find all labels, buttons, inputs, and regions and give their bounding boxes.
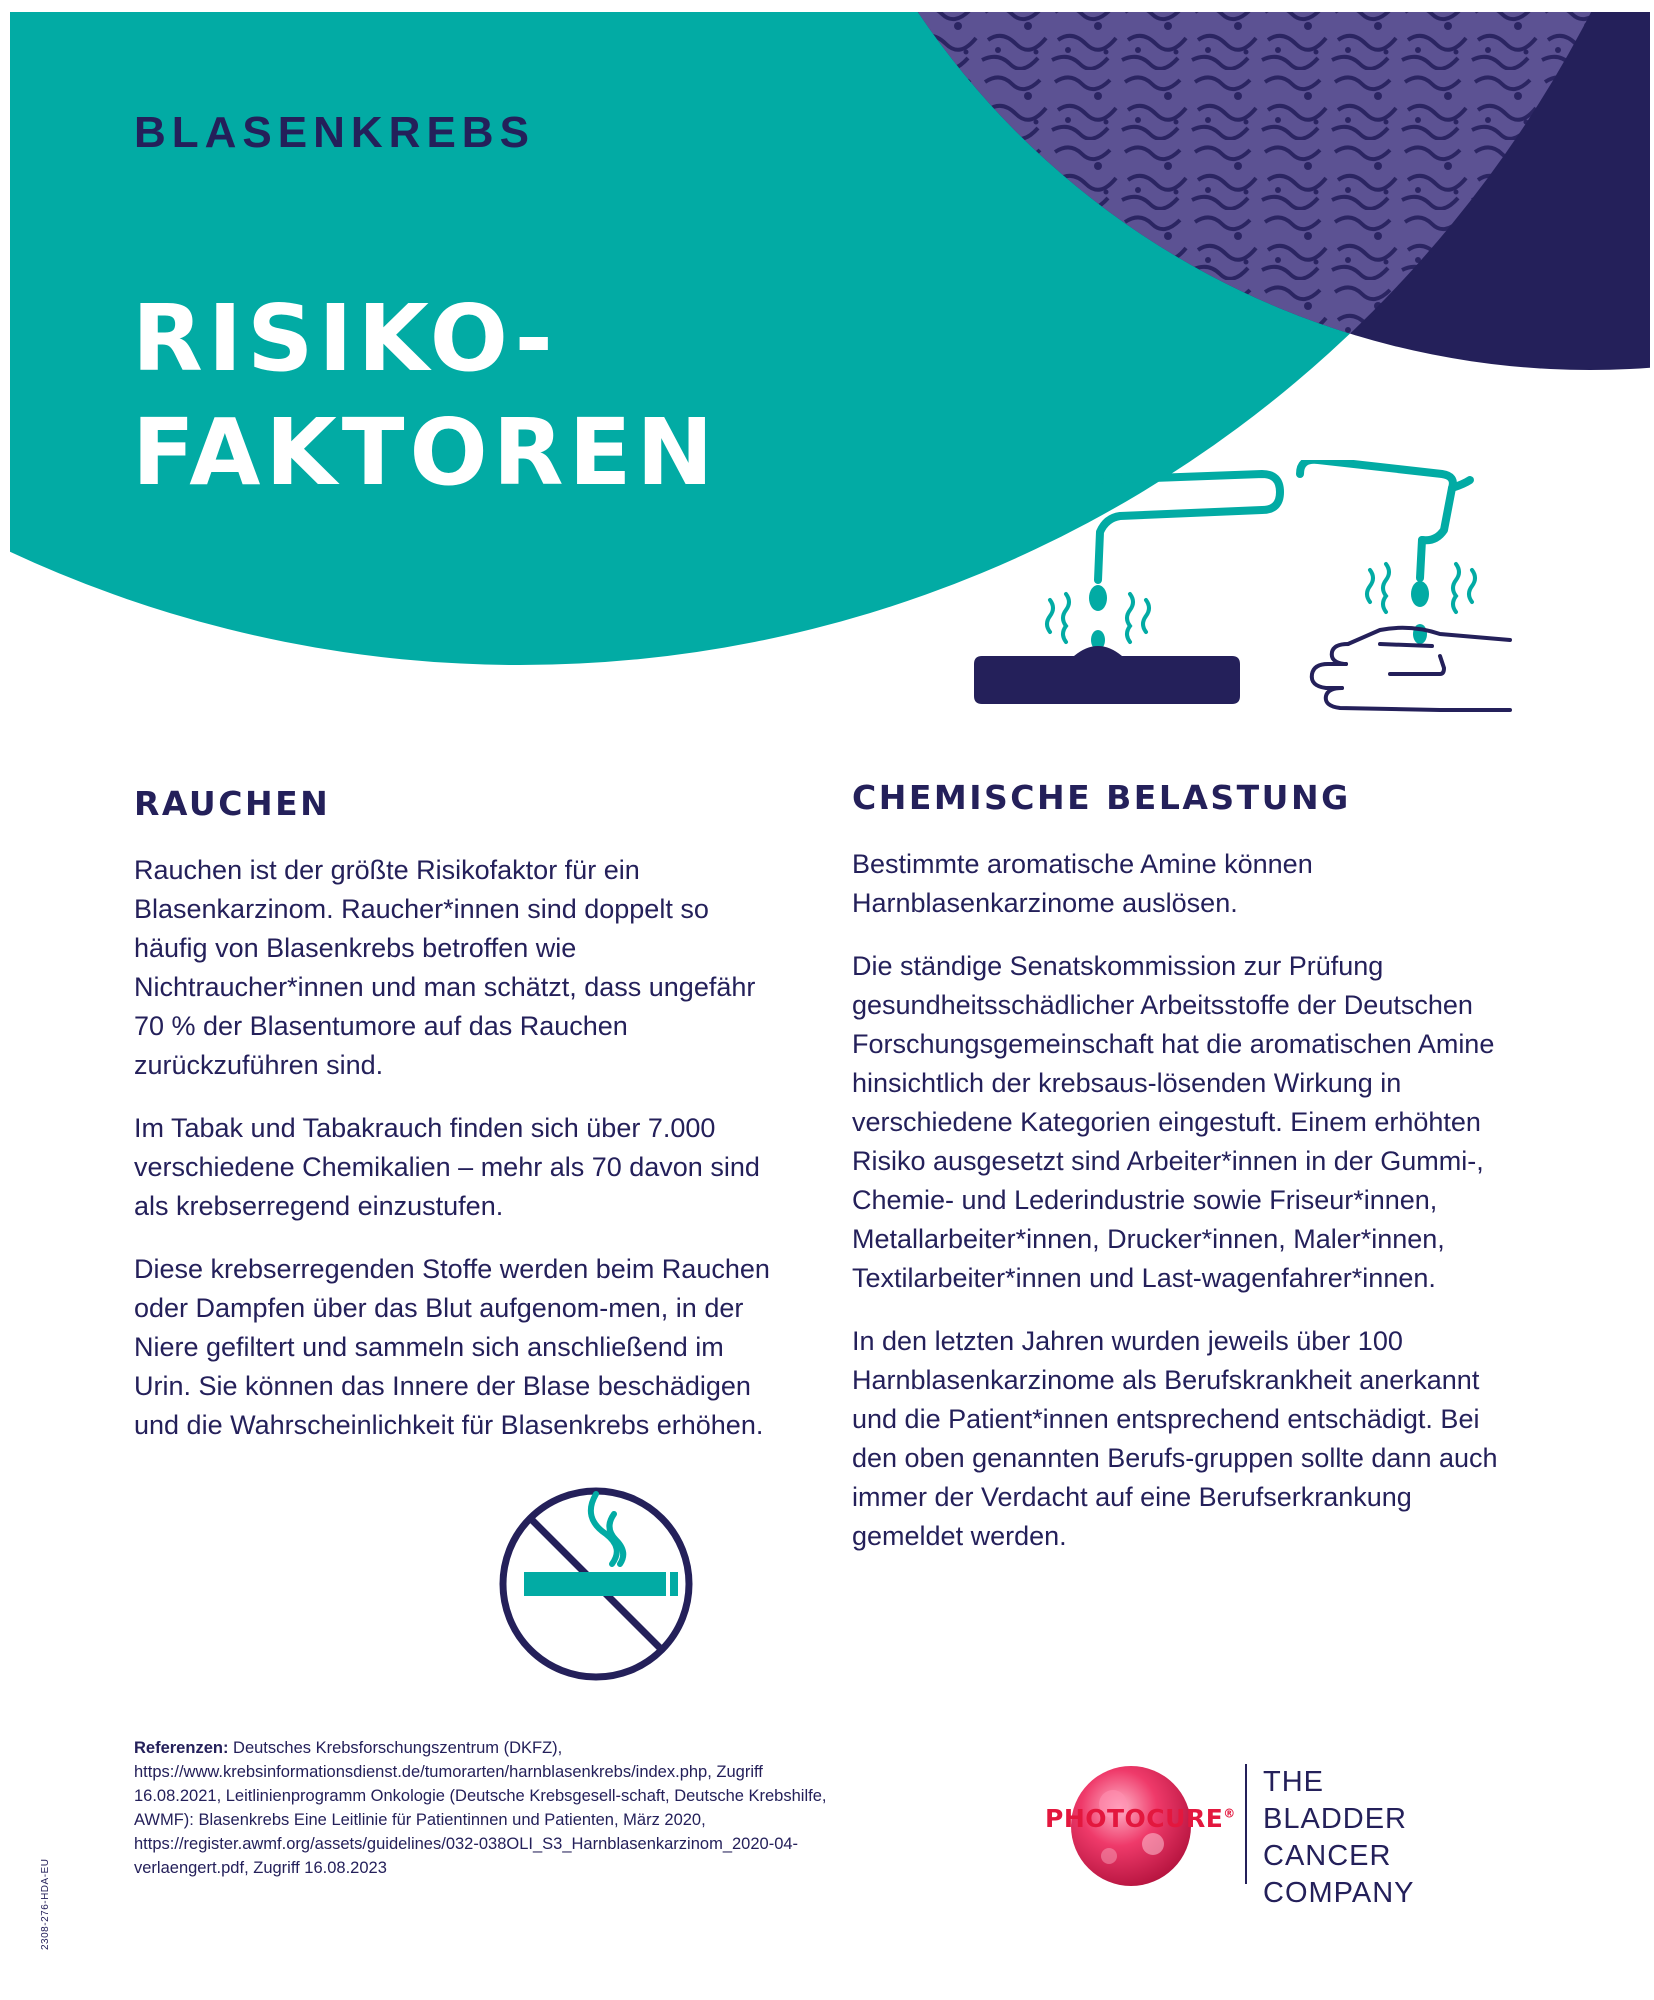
kicker: BLASENKREBS (134, 108, 535, 157)
chemical-spill-icon (970, 460, 1530, 730)
title-line-2: FAKTOREN (132, 399, 719, 506)
section-heading: RAUCHEN (134, 784, 331, 823)
tagline-line-1: THE (1263, 1766, 1324, 1798)
tagline-line-2: BLADDER CANCER (1263, 1803, 1407, 1872)
no-smoking-icon (496, 1484, 696, 1684)
references (134, 1736, 834, 1880)
brand-name-text: PHOTOCURE (1045, 1804, 1224, 1833)
document-code: 2308-276-HDA-EU (40, 1858, 51, 1950)
registered-mark: ® (1223, 1806, 1236, 1821)
section-rauchen (134, 784, 774, 1469)
brand-name (1045, 1804, 1236, 1833)
section-heading: CHEMISCHE BELASTUNG (852, 778, 1351, 817)
paragraph: Bestimmte aromatische Amine können Harnblasenkarzinome auslösen. (852, 849, 1313, 918)
paragraph: Im Tabak und Tabakrauch finden sich über 7.000 verschiedene Chemikalien – mehr als 70 davon sind als krebserregend einzustufen. (134, 1113, 760, 1221)
page-title (132, 282, 718, 510)
paragraph: Die ständige Senatskommission zur Prüfung gesundheitsschädlicher Arbeitsstoffe der Deutschen Forschungsgemeinschaft hat die aromatischen Amine hinsichtlich der krebsaus-lösenden Wirkung in verschiedene Kategorien eingestuft. Einem erhöhten Risiko ausgesetzt sind Arbeiter*innen in der Gummi-, Chemie- und Lederindustrie sowie Friseur*innen, Metallarbeiter*innen, Drucker*innen, Maler*innen, Textilarbeiter*innen und Last-wagenfahrer*innen. (852, 951, 1495, 1293)
photocure-logo (1045, 1758, 1525, 1909)
logo-divider (1245, 1764, 1247, 1884)
paragraph: In den letzten Jahren wurden jeweils über 100 Harnblasenkarzinome als Berufskrankheit anerkannt und die Patient*innen entsprechend entschädigt. Bei den oben genannten Berufs-gruppen sollte dann auch immer der Verdacht auf eine Berufserkrankung gemeldet werden. (852, 1326, 1498, 1551)
paragraph: Rauchen ist der größte Risikofaktor für ein Blasenkarzinom. Raucher*innen sind doppelt so häufig von Blasenkrebs betroffen wie Nichtraucher*innen und man schätzt, dass ungefähr 70 % der Blasentumore auf das Rauchen zurückzuführen sind. (134, 855, 756, 1080)
paragraph: Diese krebserregenden Stoffe werden beim Rauchen oder Dampfen über das Blut aufgenom-men, in der Niere gefiltert und sammeln sich anschließend im Urin. Sie können das Innere der Blase beschädigen und die Wahrscheinlichkeit für Blasenkrebs erhöhen. (134, 1254, 770, 1440)
tagline-line-3: COMPANY (1263, 1877, 1415, 1909)
references-text: Deutsches Krebsforschungszentrum (DKFZ), https://www.krebsinformationsdienst.de/tumorarten/harnblasenkrebs/index.php, Zugriff 16.08.2021, Leitlinienprogramm Onkologie (Deutsche Krebsgesell-schaft, Deutsche Krebshilfe, AWMF): Blasenkrebs Eine Leitlinie für Patientinnen und Patienten, März 2020, https://register.awmf.org/assets/guidelines/032-038OLI_S3_Harnblasenkarzinom_2020-04-verlaengert.pdf, Zugriff 16.08.2023 (134, 1739, 827, 1877)
section-chemische-belastung (852, 778, 1502, 1580)
title-line-1: RISIKO- (132, 285, 558, 392)
references-label: Referenzen: (134, 1739, 229, 1757)
brand-tagline (1263, 1764, 1525, 1912)
